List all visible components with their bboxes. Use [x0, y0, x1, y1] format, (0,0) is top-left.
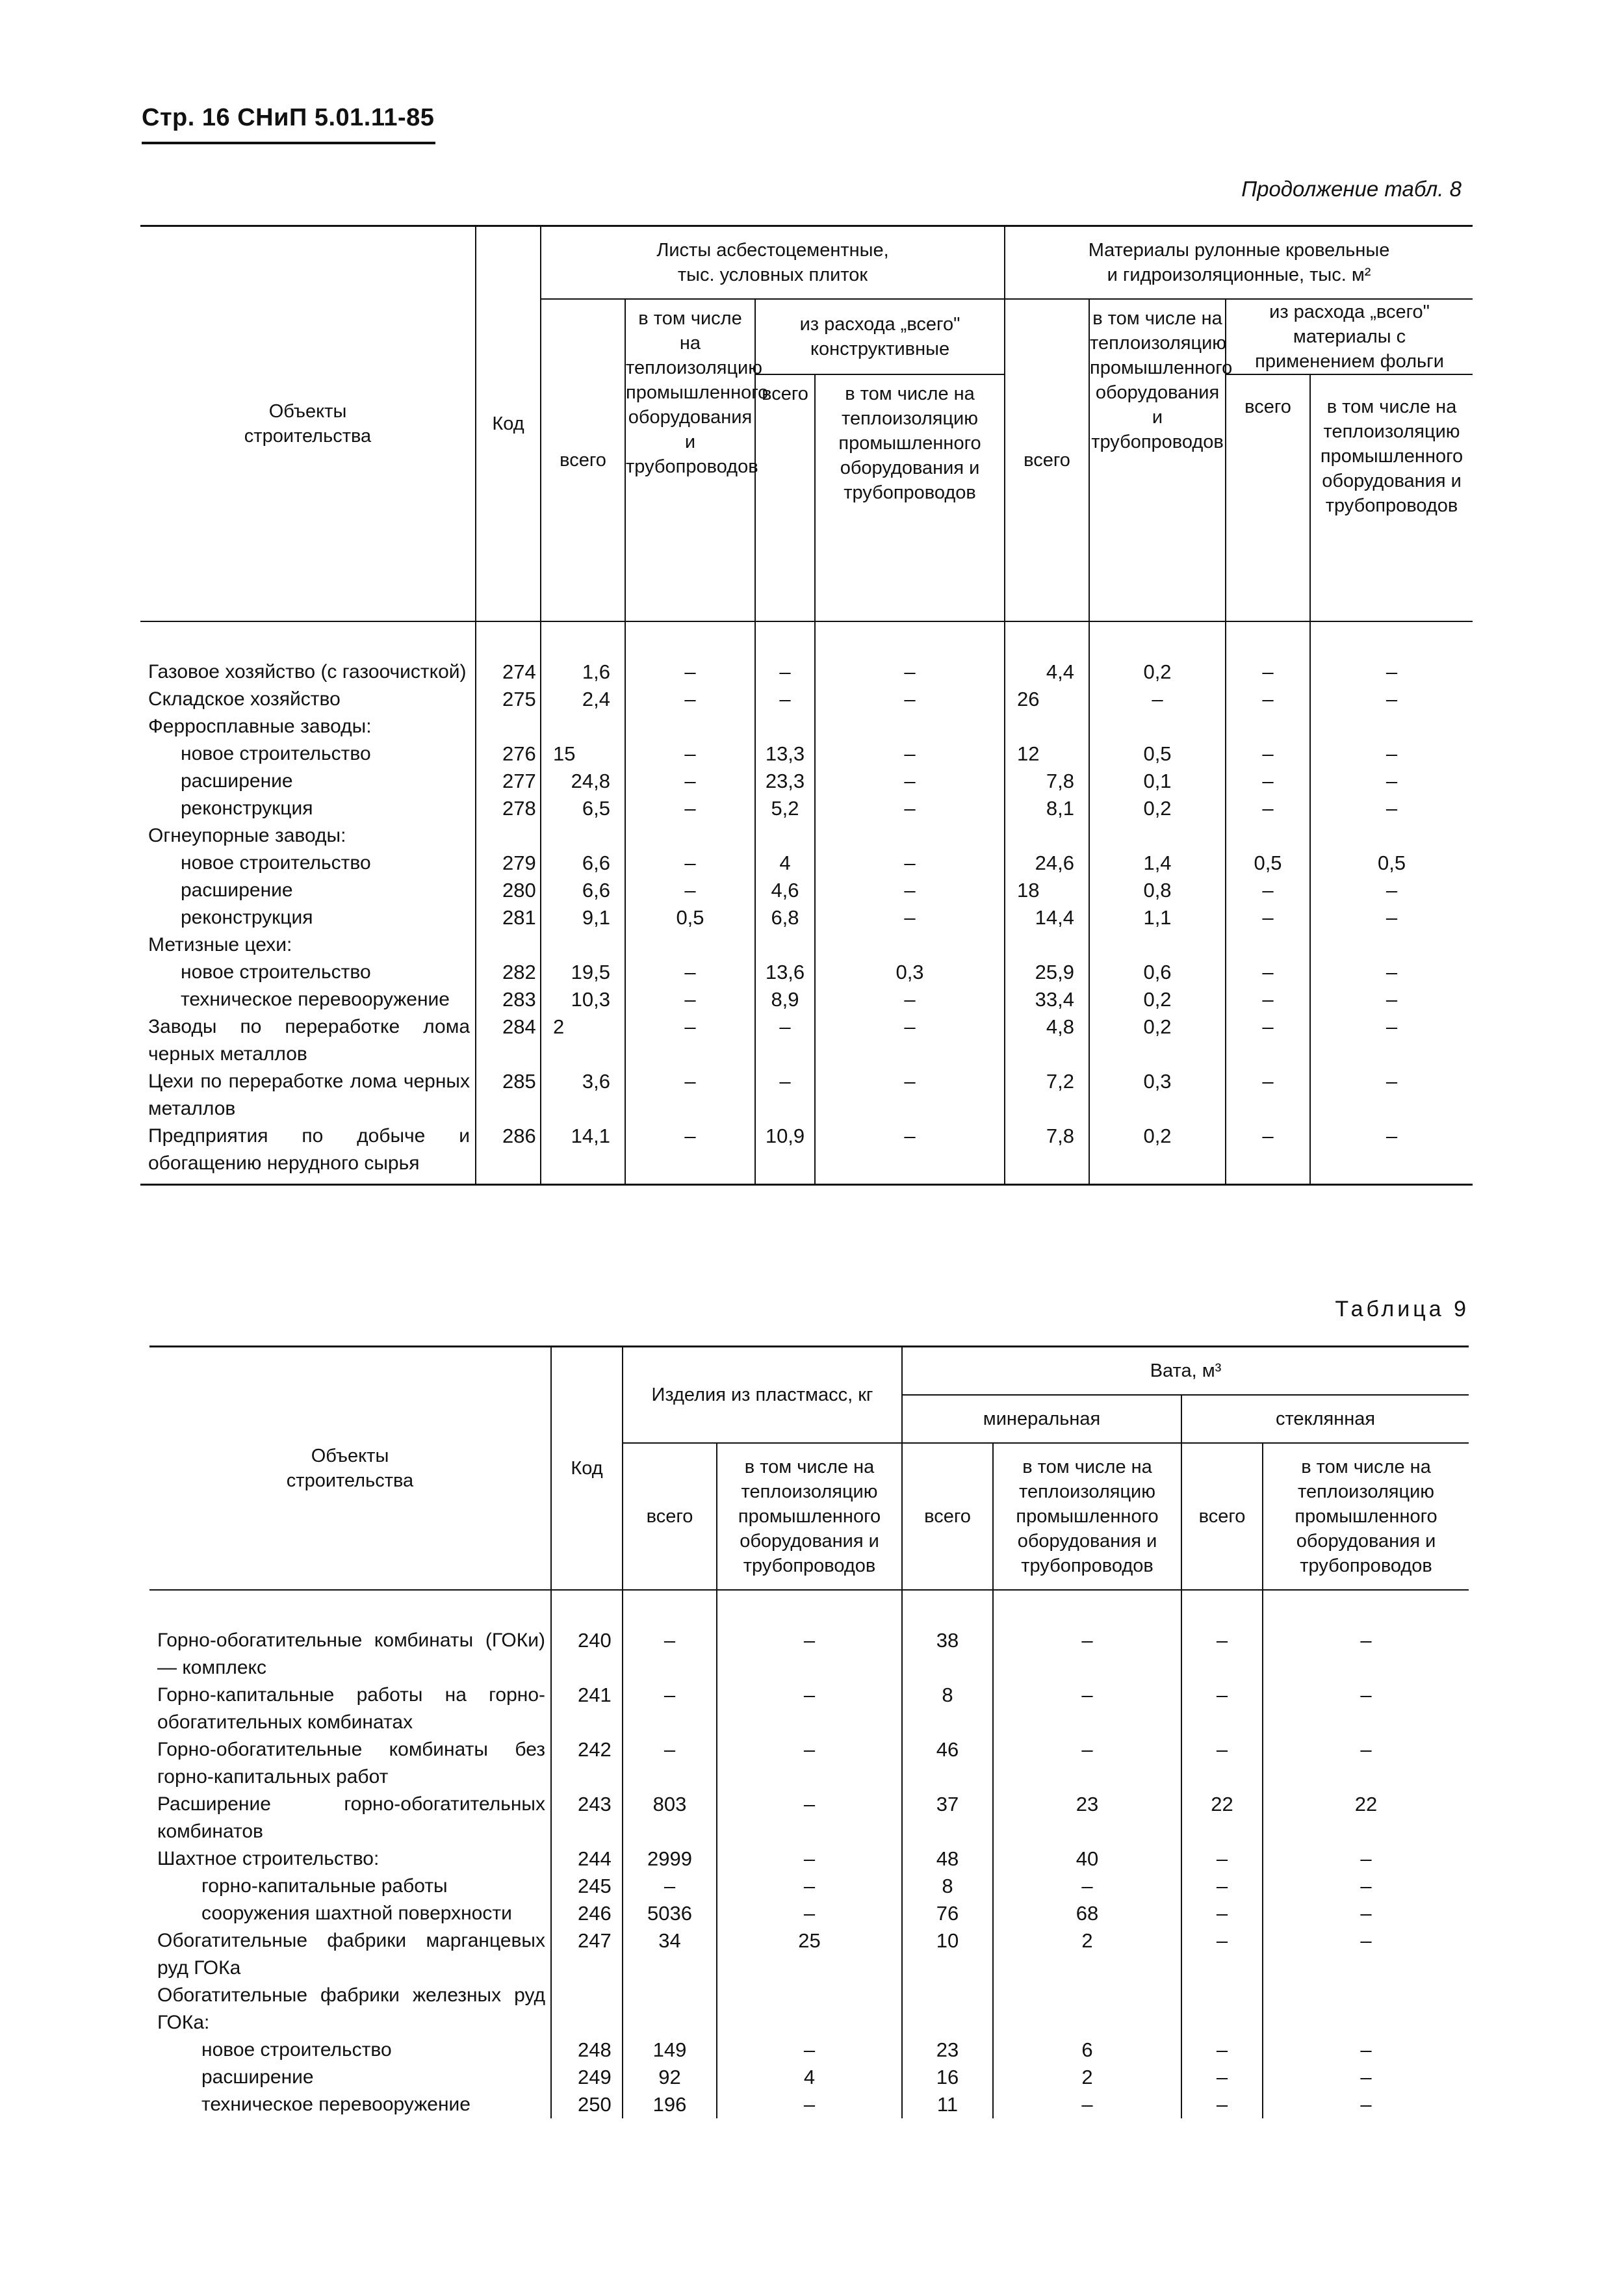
t9-header-objects: Объекты строительства [149, 1347, 551, 1590]
t9-header-total-3: всего [1181, 1443, 1263, 1590]
t9-row: горно-капитальные работы 245 – – 8 – – – [149, 1873, 1469, 1900]
t8-row: реконструкция 281 9,1 0,5 6,8 – 14,4 1,1 – – [140, 904, 1473, 931]
t8-header-incl-2: в том числе на теплоизоляцию промышленного оборудования и трубопроводов [1089, 299, 1226, 621]
t9-header-incl-2: в том числе на теплоизоляцию промышленного оборудования и трубопроводов [993, 1443, 1181, 1590]
t9-row: техническое перевооружение 250 196 – 11 – – – [149, 2091, 1469, 2118]
t8-header-foil: из расхода „всего" материалы с применением фольги [1226, 299, 1473, 374]
header-rule [142, 142, 435, 144]
t9-header-total-2: всего [902, 1443, 993, 1590]
t8-header-objects: Объекты строительства [140, 226, 476, 621]
t8-row: техническое перевооружение 283 10,3 – 8,9 – 33,4 0,2 – – [140, 986, 1473, 1013]
t9-header-incl-3: в том числе на теплоизоляцию промышленного оборудования и трубопроводов [1263, 1443, 1469, 1590]
t9-row: Расширение горно-обогатительных комбинатов 243 803 – 37 23 22 22 [149, 1791, 1469, 1845]
t8-header-roll: Материалы рулонные кровельные и гидроизоляционные, тыс. м² [1005, 226, 1473, 299]
t8-row: Складское хозяйство 275 2,4 – – – 26 – – – [140, 686, 1473, 713]
t8-row: Заводы по переработке лома черных металлов 284 2 – – – 4,8 0,2 – – [140, 1013, 1473, 1068]
page-header: Стр. 16 СНиП 5.01.11-85 [142, 104, 435, 131]
t9-header-plastics: Изделия из пластмасс, кг [623, 1347, 902, 1443]
t8-header-total-2: всего [1005, 299, 1089, 621]
t9-row: расширение 249 92 4 16 2 – – [149, 2064, 1469, 2091]
t9-header-glass: стеклянная [1181, 1395, 1469, 1443]
table-8 [140, 225, 1473, 1186]
t9-row: новое строительство 248 149 – 23 6 – – [149, 2036, 1469, 2064]
t8-row: новое строительство 282 19,5 – 13,6 0,3 25,9 0,6 – – [140, 959, 1473, 986]
table-9 [149, 1346, 1469, 2118]
t8-row: Предприятия по добыче и обогащению нерудного сырья 286 14,1 – 10,9 – 7,8 0,2 – – [140, 1123, 1473, 1185]
t8-header-constructive: из расхода „всего" конструктивные [755, 299, 1005, 374]
t8-row: Цехи по переработке лома черных металлов 285 3,6 – – – 7,2 0,3 – – [140, 1068, 1473, 1123]
t8-header-asbestos: Листы асбестоцементные, тыс. условных плиток [541, 226, 1005, 299]
t8-header-incl: в том числе на теплоизоляцию промышленного оборудования и трубопроводов [625, 299, 755, 621]
t8-row: Ферросплавные заводы: [140, 713, 1473, 740]
t9-row: Шахтное строительство: 244 2999 – 48 40 – – [149, 1845, 1469, 1873]
t9-header-incl-1: в том числе на теплоизоляцию промышленного оборудования и трубопроводов [717, 1443, 902, 1590]
t9-header-mineral: минеральная [902, 1395, 1181, 1443]
t9-header-code: Код [551, 1347, 623, 1590]
t9-header-total-1: всего [623, 1443, 717, 1590]
t9-header-wool: Вата, м³ [902, 1347, 1469, 1395]
table8-continuation-label: Продолжение табл. 8 [1241, 177, 1462, 201]
t9-row: Горно-обогатительные комбинаты без горно-капитальных работ 242 – – 46 – – – [149, 1736, 1469, 1791]
t8-row: Газовое хозяйство (с газоочисткой) 274 1,6 – – – 4,4 0,2 – – [140, 658, 1473, 686]
t8-header-total-3: всего [755, 374, 815, 621]
t8-row: Метизные цехи: [140, 931, 1473, 959]
t8-row: новое строительство 279 6,6 – 4 – 24,6 1,4 0,5 0,5 [140, 850, 1473, 877]
t8-row: Огнеупорные заводы: [140, 822, 1473, 850]
t8-header-total: всего [541, 299, 625, 621]
t8-header-code: Код [476, 226, 541, 621]
t9-row: Горно-обогатительные комбинаты (ГОКи) — комплекс 240 – – 38 – – – [149, 1627, 1469, 1682]
t9-row: Обогатительные фабрики марганцевых руд ГОКа 247 34 25 10 2 – – [149, 1927, 1469, 1982]
t9-row: Обогатительные фабрики железных руд ГОКа: [149, 1982, 1469, 2036]
t8-header-total-4: всего [1226, 374, 1310, 621]
t8-header-incl-4: в том числе на теплоизоляцию промышленного оборудования и трубопроводов [1310, 374, 1473, 621]
t8-row: расширение 277 24,8 – 23,3 – 7,8 0,1 – – [140, 768, 1473, 795]
t8-row: расширение 280 6,6 – 4,6 – 18 0,8 – – [140, 877, 1473, 904]
t8-header-incl-3: в том числе на теплоизоляцию промышленного оборудования и трубопроводов [815, 374, 1005, 621]
t8-row: новое строительство 276 15 – 13,3 – 12 0,5 – – [140, 740, 1473, 768]
t9-row: сооружения шахтной поверхности 246 5036 – 76 68 – – [149, 1900, 1469, 1927]
table9-label: Таблица 9 [1335, 1297, 1469, 1321]
t8-row: реконструкция 278 6,5 – 5,2 – 8,1 0,2 – – [140, 795, 1473, 822]
t9-row: Горно-капитальные работы на горно-обогатительных комбинатах 241 – – 8 – – – [149, 1682, 1469, 1736]
